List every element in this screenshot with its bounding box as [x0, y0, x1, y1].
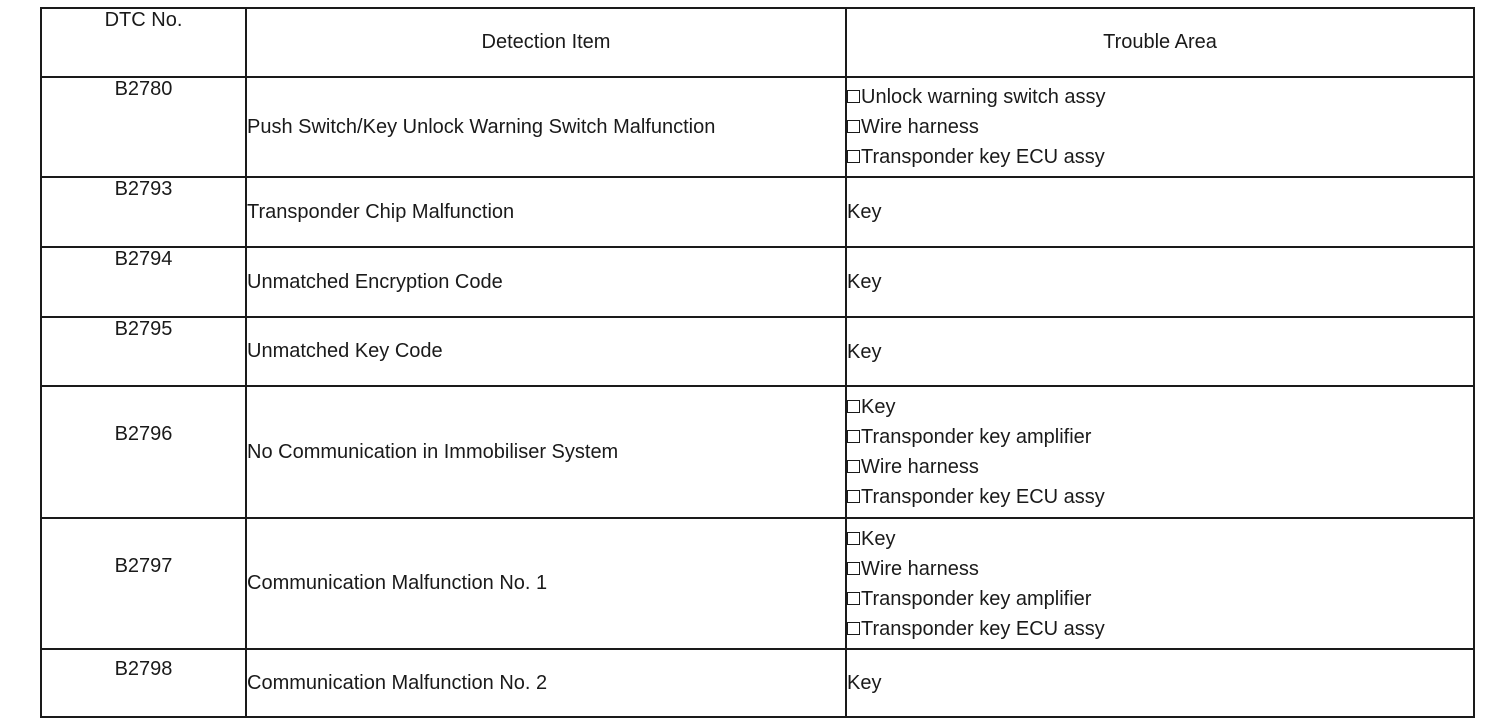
detection-item: No Communication in Immobiliser System — [246, 386, 846, 518]
checkbox-icon — [847, 460, 860, 473]
trouble-area-item — [847, 82, 1473, 112]
header-trouble-area: Trouble Area — [846, 8, 1474, 77]
table-row — [41, 247, 1474, 317]
table-row — [41, 177, 1474, 247]
header-detection-item: Detection Item — [246, 8, 846, 77]
checkbox-icon — [847, 490, 860, 503]
trouble-area-text: Transponder key ECU assy — [861, 486, 1105, 508]
trouble-area-text: Key — [861, 396, 896, 418]
checkbox-icon — [847, 430, 860, 443]
dtc-code: B2798 — [41, 649, 246, 717]
dtc-table — [40, 7, 1475, 718]
trouble-area-text: Transponder key amplifier — [861, 587, 1092, 610]
detection-item: Communication Malfunction No. 2 — [246, 649, 846, 717]
detection-item: Transponder Chip Malfunction — [246, 177, 846, 247]
table-row — [41, 317, 1474, 386]
table-row — [41, 649, 1474, 717]
table-row — [41, 518, 1474, 649]
checkbox-icon — [847, 150, 860, 163]
checkbox-icon — [847, 622, 860, 635]
trouble-area — [846, 177, 1474, 247]
trouble-area-text: Wire harness — [861, 557, 979, 580]
trouble-area-item — [847, 524, 1473, 554]
trouble-area-text: Key — [847, 340, 882, 363]
detection-item: Unmatched Encryption Code — [246, 247, 846, 317]
trouble-area-text: Key — [847, 271, 882, 293]
checkbox-icon — [847, 562, 860, 575]
trouble-area-item — [847, 482, 1473, 512]
trouble-area-text: Transponder key ECU assy — [861, 617, 1105, 640]
trouble-area — [846, 649, 1474, 717]
table-row — [41, 77, 1474, 177]
trouble-area-item — [847, 112, 1473, 142]
header-dtc-no: DTC No. — [41, 8, 246, 77]
trouble-area-text: Key — [861, 527, 896, 550]
dtc-code: B2793 — [41, 177, 246, 247]
checkbox-icon — [847, 532, 860, 545]
trouble-area — [846, 317, 1474, 386]
detection-item: Push Switch/Key Unlock Warning Switch Malfunction — [246, 77, 846, 177]
trouble-area-text: Key — [847, 201, 882, 223]
dtc-code: B2794 — [41, 247, 246, 317]
trouble-area-text: Key — [847, 672, 882, 694]
trouble-area-text: Wire harness — [861, 116, 979, 138]
dtc-code: B2797 — [41, 518, 246, 649]
trouble-area-item — [847, 392, 1473, 422]
table-header-row — [41, 8, 1474, 77]
trouble-area — [846, 77, 1474, 177]
dtc-code: B2795 — [41, 317, 246, 386]
trouble-area-text: Unlock warning switch assy — [861, 86, 1106, 108]
trouble-area-text: Transponder key amplifier — [861, 426, 1092, 448]
trouble-area-item — [847, 584, 1473, 614]
table-row — [41, 386, 1474, 518]
trouble-area — [846, 247, 1474, 317]
trouble-area-item — [847, 452, 1473, 482]
trouble-area-item — [847, 614, 1473, 644]
dtc-code: B2796 — [41, 386, 246, 518]
detection-item: Communication Malfunction No. 1 — [246, 518, 846, 649]
dtc-code: B2780 — [41, 77, 246, 177]
trouble-area — [846, 386, 1474, 518]
trouble-area-item — [847, 422, 1473, 452]
checkbox-icon — [847, 90, 860, 103]
trouble-area-item — [847, 554, 1473, 584]
detection-item: Unmatched Key Code — [246, 317, 846, 386]
trouble-area-text: Transponder key ECU assy — [861, 146, 1105, 168]
trouble-area — [846, 518, 1474, 649]
trouble-area-item — [847, 142, 1473, 172]
checkbox-icon — [847, 592, 860, 605]
checkbox-icon — [847, 120, 860, 133]
checkbox-icon — [847, 400, 860, 413]
trouble-area-text: Wire harness — [861, 456, 979, 478]
